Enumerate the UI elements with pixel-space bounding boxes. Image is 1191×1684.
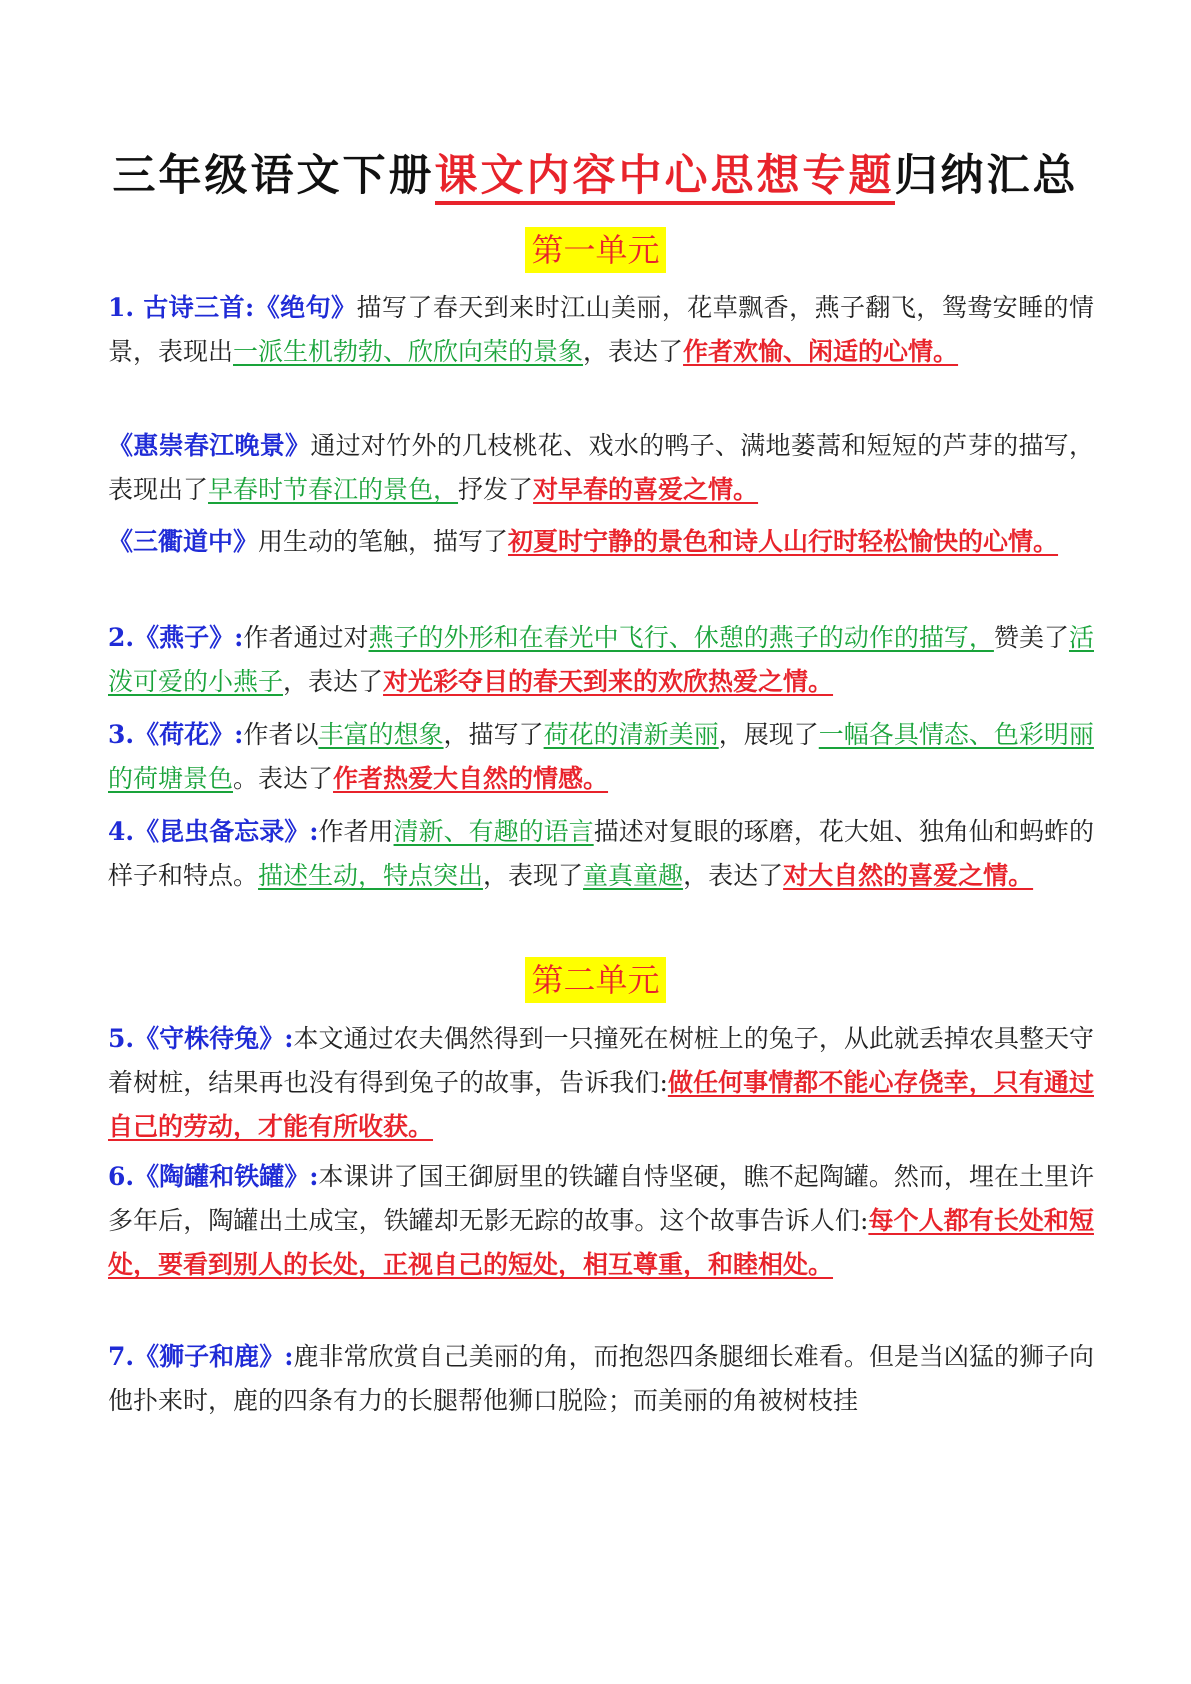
paragraph-sanqu: 《三衢道中》用生动的笔触，描写了初夏时宁静的景色和诗人山行时轻松愉快的心情。	[108, 527, 1059, 556]
paragraph-hehua: 3.《荷花》:作者以丰富的想象，描写了荷花的清新美丽，展现了一幅各具情态、色彩明丽的荷塘景色。表达了作者热爱大自然的情感。	[108, 720, 1094, 793]
unit-heading-2: 第二单元	[0, 958, 1191, 1002]
title-part3: 归纳汇总	[894, 151, 1079, 201]
paragraph-jueju: 1. 古诗三首:《绝句》描写了春天到来时江山美丽，花草飘香，燕子翻飞，鸳鸯安睡的情景，表现出一派生机勃勃、欣欣向荣的景象，表达了作者欢愉、闲适的心情。	[108, 293, 1094, 366]
paragraph-yanzi: 2.《燕子》:作者通过对燕子的外形和在春光中飞行、休憩的燕子的动作的描写，赞美了活泼可爱的小燕子，表达了对光彩夺目的春天到来的欢欣热爱之情。	[108, 623, 1094, 696]
paragraph-huichong: 《惠崇春江晚景》通过对竹外的几枝桃花、戏水的鸭子、满地蒌蒿和短短的芦芽的描写，表现出了早春时节春江的景色，抒发了对早春的喜爱之情。	[108, 431, 1094, 504]
paragraph-taoguan: 6.《陶罐和铁罐》:本课讲了国王御厨里的铁罐自恃坚硬，瞧不起陶罐。然而，埋在土里许多年后，陶罐出土成宝，铁罐却无影无踪的故事。这个故事告诉人们:每个人都有长处和短处，要看到别人的长处，正视自己的短处，相互尊重，和睦相处。	[108, 1162, 1094, 1279]
page-title	[0, 148, 1191, 204]
title-highlight: 课文内容中心思想专题	[435, 151, 895, 205]
paragraph-shizi: 7.《狮子和鹿》:鹿非常欣赏自己美丽的角，而抱怨四条腿细长难看。但是当凶猛的狮子向他扑来时，鹿的四条有力的长腿帮他狮口脱险；而美丽的角被树枝挂	[108, 1342, 1094, 1415]
title-part1: 三年级语文下册	[112, 151, 435, 201]
paragraph-shouzhu: 5.《守株待兔》:本文通过农夫偶然得到一只撞死在树桩上的兔子，从此就丢掉农具整天守着树桩，结果再也没有得到兔子的故事，告诉我们:做任何事情都不能心存侥幸，只有通过自己的劳动，才能有所收获。	[108, 1024, 1094, 1141]
unit-heading-1: 第一单元	[0, 228, 1191, 272]
paragraph-kunchong: 4.《昆虫备忘录》:作者用清新、有趣的语言描述对复眼的琢磨，花大姐、独角仙和蚂蚱的样子和特点。描述生动，特点突出，表现了童真童趣，表达了对大自然的喜爱之情。	[108, 817, 1094, 890]
